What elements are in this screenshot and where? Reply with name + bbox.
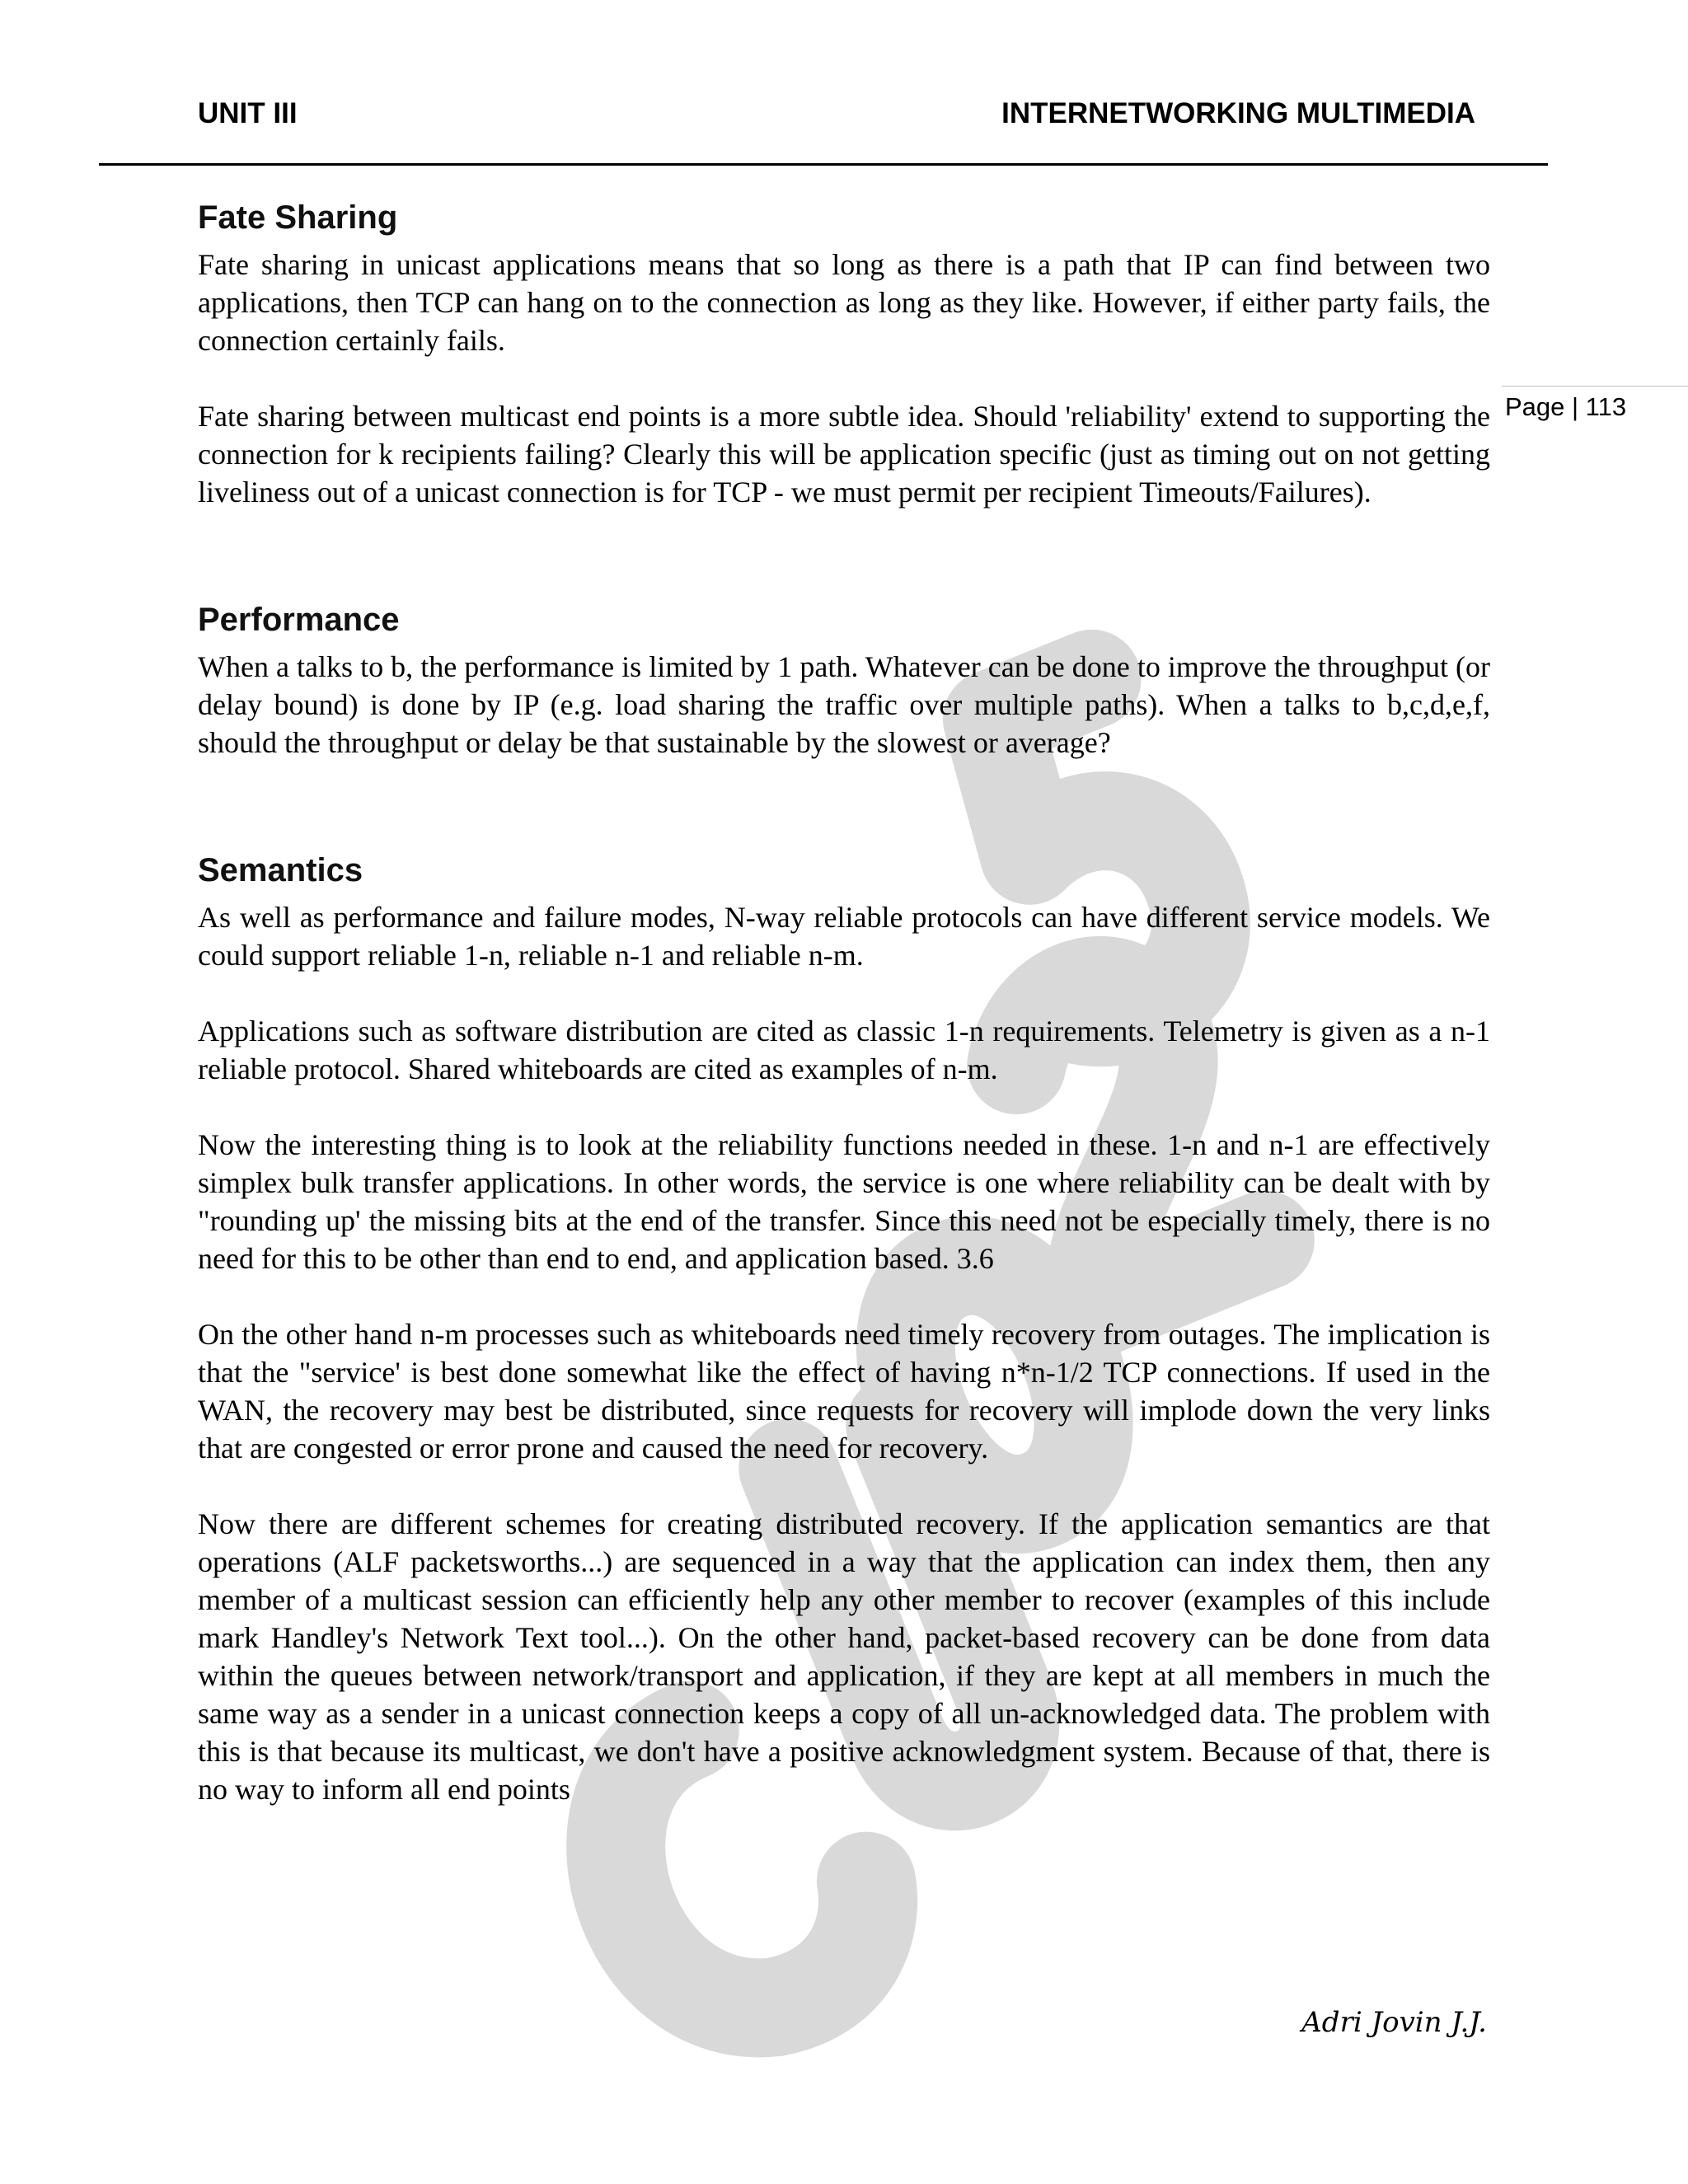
paragraph: As well as performance and failure modes, N-way reliable protocols can have different service models. We could support reliable 1-n, reliable n-1 and reliable n-m. bbox=[198, 901, 1490, 972]
subject-title: INTERNETWORKING MULTIMEDIA bbox=[1001, 97, 1475, 129]
paragraph: On the other hand n-m processes such as whiteboards need timely recovery from outages. The implication is that the "service' is best done somewhat like the effect of having n*n-1/2 TCP connections. If used in the WAN, the recovery may best be distributed, since requests for recovery will implode down the very links that are congested or error prone and caused the need for recovery. bbox=[198, 1318, 1490, 1465]
paragraph: Now there are different schemes for creating distributed recovery. If the application semantics are that operations (ALF packetsworths...) are sequenced in a way that the application can index them, then any member of a multicast session can efficiently help any other member to recover (examples of this include mark Handley's Network Text tool...). On the other hand, packet-based recovery can be done from data within the queues between network/transport and application, if they are kept at all members in much the same way as a sender in a unicast connection keeps a copy of all un-acknowledged data. The problem with this is that because its multicast, we don't have a positive acknowledgment system. Because of that, there is no way to inform all end points bbox=[198, 1507, 1490, 1806]
header-divider bbox=[99, 163, 1548, 166]
page-number-divider bbox=[1502, 386, 1688, 387]
watermark-text: CU025 bbox=[272, 527, 274, 528]
unit-label: UNIT III bbox=[198, 97, 298, 129]
section-title-fate-sharing: Fate Sharing bbox=[198, 199, 398, 236]
page-number: Page | 113 bbox=[1505, 392, 1627, 421]
paragraph: Applications such as software distribution are cited as classic 1-n requirements. Telemetry is given as a n-1 reliable protocol. Shared whiteboards are cited as examples of n-m. bbox=[198, 1015, 1490, 1085]
author-signature: Adri Jovin J.J. bbox=[1301, 2006, 1487, 2039]
paragraph: Fate sharing in unicast applications means that so long as there is a path that IP can find between two applications, then TCP can hang on to the connection as long as they like. However, if either party fails, the connection certainly fails. bbox=[198, 248, 1490, 357]
page-content bbox=[198, 194, 1490, 1808]
section-title-performance: Performance bbox=[198, 602, 400, 638]
section-title-semantics: Semantics bbox=[198, 852, 363, 888]
paragraph: When a talks to b, the performance is limited by 1 path. Whatever can be done to improve the throughput (or delay bound) is done by IP (e.g. load sharing the traffic over multiple paths). When a talks to b,c,d,e,f, should the throughput or delay be that sustainable by the slowest or average? bbox=[198, 650, 1490, 759]
paragraph: Fate sharing between multicast end points is a more subtle idea. Should 'reliability' extend to supporting the connection for k recipients failing? Clearly this will be application specific (just as timing out on not getting liveliness out of a unicast connection is for TCP - we must permit per recipient Timeouts/Failures). bbox=[198, 400, 1490, 509]
paragraph: Now the interesting thing is to look at the reliability functions needed in these. 1-n and n-1 are effectively simplex bulk transfer applications. In other words, the service is one where reliability can be dealt with by "rounding up' the missing bits at the end of the transfer. Since this need not be especially timely, there is no need for this to be other than end to end, and application based. 3.6 bbox=[198, 1128, 1490, 1275]
